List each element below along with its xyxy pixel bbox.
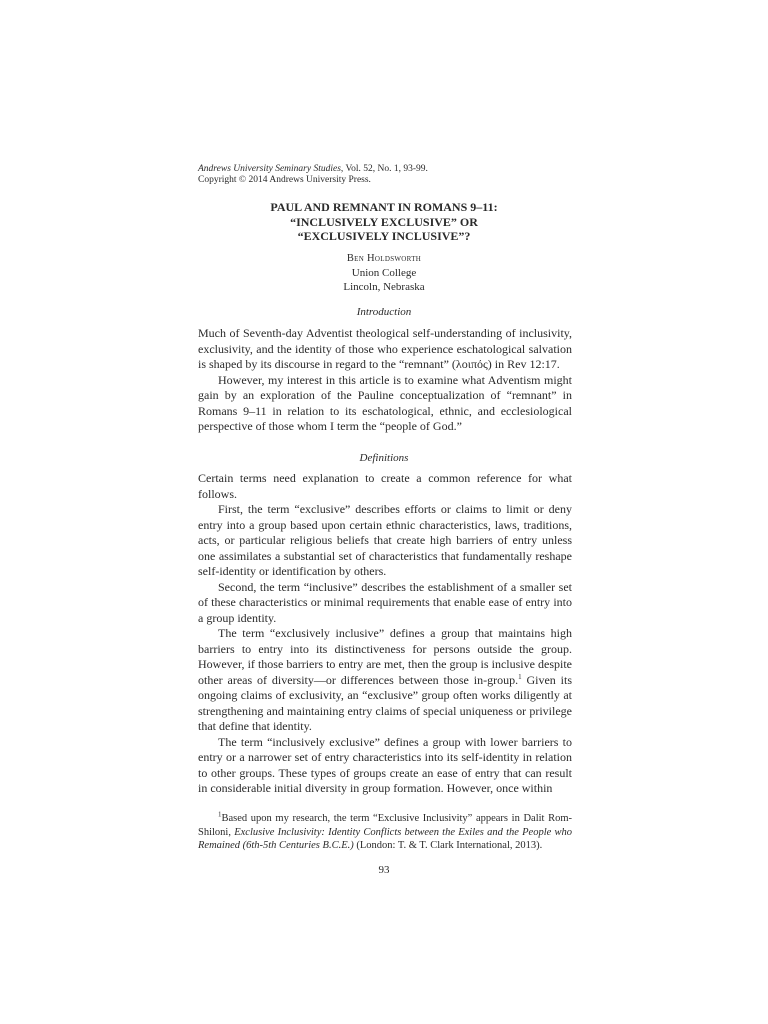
author-block — [0, 252, 768, 294]
definitions-paragraph-4-part-1: The term “exclusively inclusive” defines a group that maintains high barriers to entry into its distinctiveness for persons outside the group. However, if those barriers to entry are met, then the group is inclusive despite other areas of diversity—or differences between those in-group. — [198, 626, 572, 687]
copyright-line: Copyright © 2014 Andrews University Press. — [198, 175, 371, 185]
footnote — [198, 812, 572, 853]
introduction-body — [198, 326, 572, 435]
author-name: Ben Holdsworth — [346, 253, 422, 264]
author-location: Lincoln, Nebraska — [343, 281, 425, 293]
article-title — [0, 200, 768, 244]
section-heading-definitions: Definitions — [359, 452, 409, 464]
page-number: 93 — [378, 864, 390, 876]
masthead — [198, 164, 428, 186]
journal-issue: , Vol. 52, No. 1, 93-99. — [340, 164, 428, 174]
author-institution: Union College — [351, 267, 417, 279]
title-line-1: PAUL AND REMNANT IN ROMANS 9–11: — [270, 200, 498, 214]
definitions-paragraph-4-part-2: Given its ongoing claims of exclusivity, an “exclusive” group often works diligently at strengthening and maintaining entry claims of special uniqueness or privilege that define that identity. — [198, 672, 572, 733]
footnote-text-1: Based upon my research, the term “Exclusive Inclusivity” appears in Dalit Rom-Shiloni, — [198, 813, 572, 838]
definitions-paragraph-1: Certain terms need explanation to create a common reference for what follows. — [198, 471, 572, 501]
footnote-close-paren: ) — [350, 840, 354, 851]
section-heading-introduction: Introduction — [356, 306, 412, 318]
footnote-text-2: (London: T. & T. Clark International, 2013). — [353, 840, 543, 851]
footnote-book-title: Exclusive Inclusivity: Identity Conflicts between the Exiles and the People who Remained (6th-5th Centuries — [198, 826, 573, 851]
definitions-paragraph-2: First, the term “exclusive” describes efforts or claims to limit or deny entry into a group based upon certain ethnic characteristics, laws, traditions, acts, or particular religious beliefs that create high barriers of entry unless one assimilates a substantial set of characteristics that fundamentally reshape self-identity or identification by others. — [198, 502, 572, 578]
title-line-2: “INCLUSIVELY EXCLUSIVE” OR — [290, 214, 478, 229]
footnote-reference[interactable]: 1 — [518, 672, 522, 681]
definitions-body — [198, 471, 572, 797]
footnote-era: B.C.E. — [322, 840, 351, 851]
journal-name: Andrews University Seminary Studies — [198, 164, 341, 174]
introduction-paragraph-1: Much of Seventh-day Adventist theological self-understanding of inclusivity, exclusivity, and the identity of those who experience eschatological salvation is shaped by its discourse in regard to the “remnant” (λοιπός) in Rev 12:17. — [198, 326, 572, 371]
definitions-paragraph-4 — [198, 626, 572, 735]
footnote-marker: 1 — [218, 810, 222, 819]
journal-citation — [198, 164, 428, 175]
title-line-3: “EXCLUSIVELY INCLUSIVE”? — [297, 229, 471, 243]
introduction-paragraph-2: However, my interest in this article is to examine what Adventism might gain by an exploration of the Pauline conceptualization of “remnant” in Romans 9–11 in relation to its eschatological, ethnic, and ecclesiological perspective of those whom I term the “people of God.” — [198, 372, 572, 433]
definitions-paragraph-5: The term “inclusively exclusive” defines a group with lower barriers to entry or a narrower set of entry characteristics into its self-identity in relation to other groups. These types of groups create an ease of entry that can result in considerable initial diversity in group formation. However, once within — [198, 734, 572, 795]
definitions-paragraph-3: Second, the term “inclusive” describes the establishment of a smaller set of these characteristics or minimal requirements that enable ease of entry into a group identity. — [198, 579, 572, 625]
